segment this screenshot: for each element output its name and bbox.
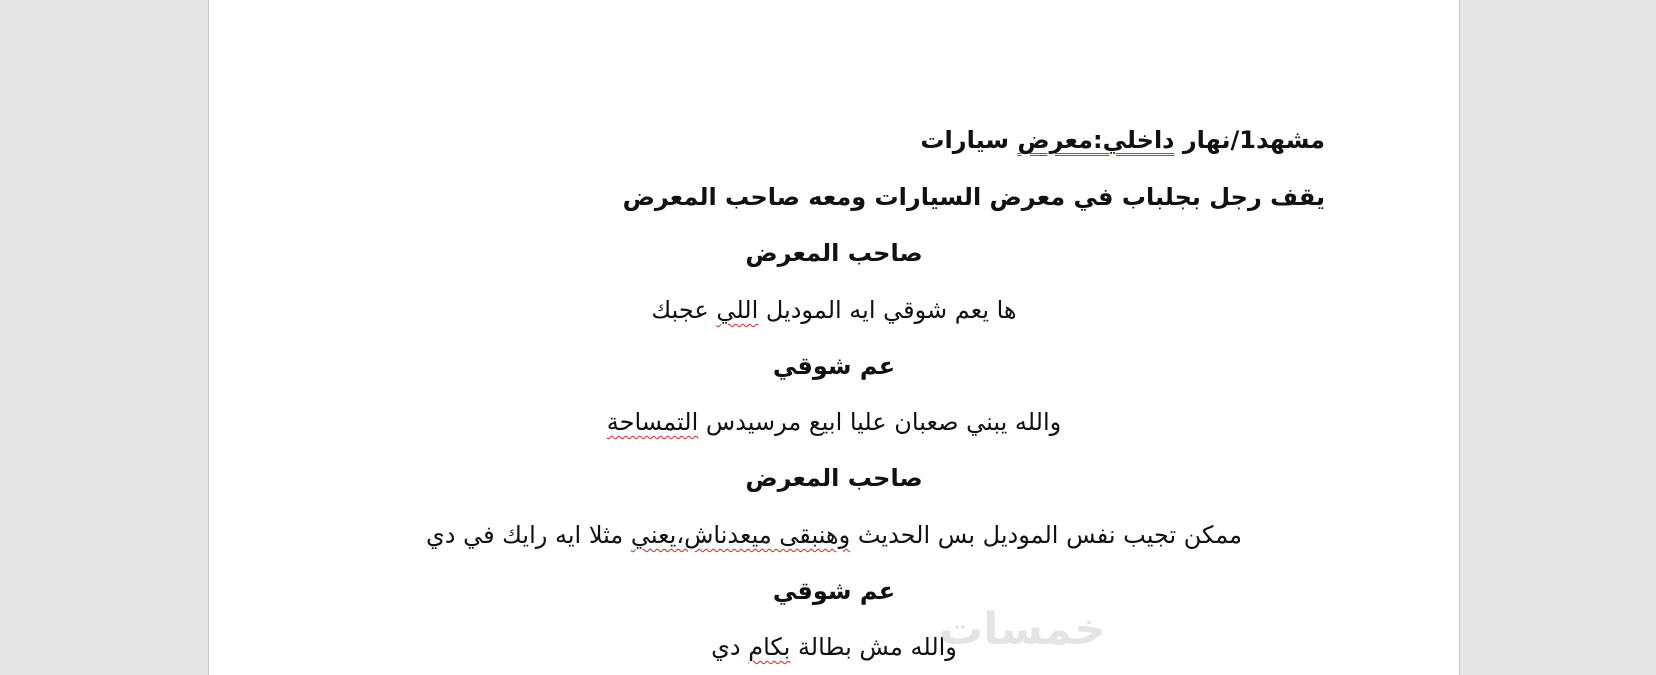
dialogue-text: ها يعم شوقي ايه الموديل: [758, 296, 1017, 324]
dialogue-text: عجبك: [651, 296, 717, 324]
watermark-logo: خمسات: [939, 604, 1106, 655]
dialogue-line: [209, 631, 1459, 663]
action-line: يقف رجل بجلباب في معرض السيارات ومعه صاحب المعرض: [622, 183, 1325, 211]
character-name: صاحب المعرض: [745, 239, 923, 267]
scene-heading-suffix: سيارات: [920, 126, 1018, 154]
dialogue-text: دي: [711, 633, 749, 661]
character-name: عم شوقي: [772, 352, 896, 380]
dialogue-text: مثلا ايه رايك في دي: [425, 521, 631, 549]
character-name: صاحب المعرض: [745, 464, 923, 492]
dialogue-line: [209, 519, 1459, 551]
character-name: عم شوقي: [772, 577, 896, 605]
dialogue-text: ممكن تجيب نفس الموديل بس الحديث: [850, 521, 1243, 549]
dialogue-text: والله يبني صعبان عليا ابيع مرسيدس: [698, 408, 1062, 436]
misspelled-word[interactable]: التمساحة: [606, 408, 699, 436]
misspelled-word[interactable]: بكام: [748, 633, 791, 661]
misspelled-word[interactable]: اللي: [716, 296, 759, 324]
document-page[interactable]: [208, 0, 1460, 675]
misspelled-word[interactable]: وهنبقى ميعدناش،يعني: [630, 521, 851, 549]
dialogue-line: [209, 406, 1459, 438]
scene-heading: [920, 124, 1325, 156]
dialogue-line: [209, 294, 1459, 326]
dialogue-text: والله مش بطالة: [790, 633, 957, 661]
scene-heading-prefix: مشهد1/نهار: [1174, 126, 1325, 154]
scene-heading-location[interactable]: داخلي:معرض: [1017, 126, 1175, 154]
